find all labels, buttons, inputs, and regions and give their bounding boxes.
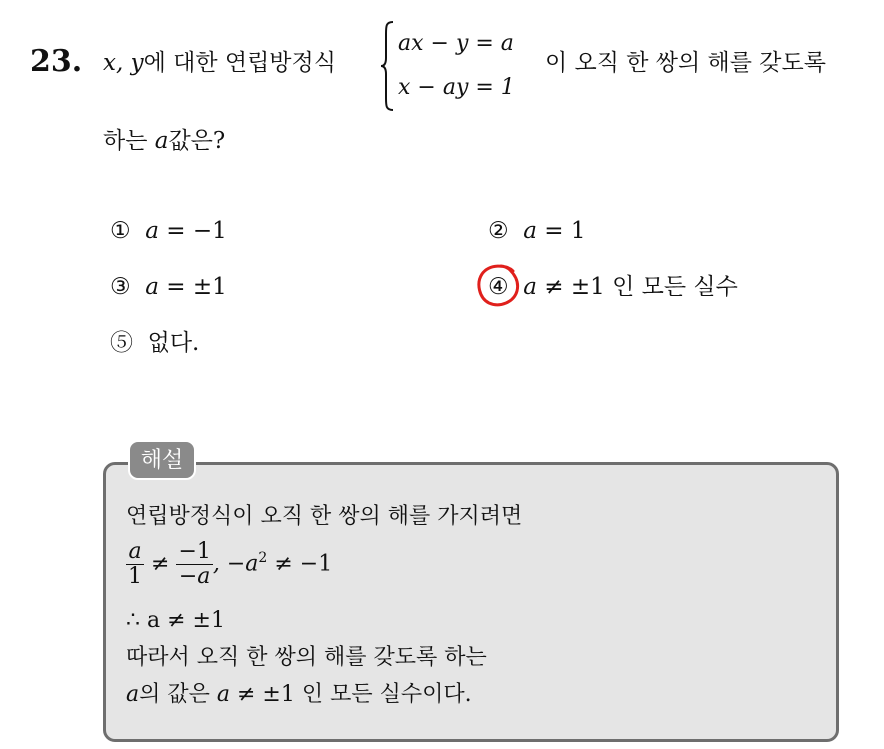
fraction-numerator: −1 (178, 539, 211, 564)
system-equation-1: ax − y = a (398, 31, 514, 56)
choice-1[interactable] (110, 216, 227, 246)
question-line-2-post: 값은? (168, 128, 226, 154)
choice-tail: 인 모든 실수 (612, 274, 738, 300)
choice-marker: ④ (488, 274, 509, 300)
question-number: 23. (30, 44, 83, 79)
explanation-line-5 (126, 680, 472, 710)
answer-circle-mark (475, 262, 521, 308)
line-5-tail: 인 모든 실수이다. (301, 682, 472, 707)
fraction-denominator: 1 (128, 564, 142, 589)
question-line-2-pre: 하는 (103, 128, 155, 154)
choice-marker: ⑤ (110, 330, 133, 356)
choice-marker: ② (488, 218, 509, 244)
explanation-label: 해설 (128, 440, 196, 480)
variable-a: a (216, 682, 230, 707)
question-line-2 (103, 126, 225, 156)
choice-3[interactable] (110, 272, 227, 302)
choice-5[interactable] (110, 328, 199, 358)
choice-value: = 1 (536, 218, 586, 244)
condition-2-right: ≠ −1 (267, 551, 333, 577)
system-brace (380, 20, 394, 112)
fraction-denominator: −a (176, 564, 212, 589)
line-5-value: ≠ ±1 (230, 682, 295, 707)
choice-value: = −1 (158, 218, 227, 244)
explanation-line-4: 따라서 오직 한 쌍의 해를 갖도록 하는 (126, 645, 487, 670)
variable-a: a (126, 682, 140, 707)
choice-variable: a (523, 218, 537, 244)
condition-2-exponent: 2 (258, 550, 268, 567)
question-variables: x, y (103, 50, 144, 76)
fraction-a-over-1 (126, 540, 144, 589)
explanation-line-1: 연립방정식이 오직 한 쌍의 해를 가지려면 (126, 504, 523, 529)
choice-text: 없다. (147, 330, 200, 356)
question-after-system: 이 오직 한 쌍의 해를 갖도록 (545, 50, 826, 76)
question-intro-text: 에 대한 연립방정식 (143, 50, 336, 76)
not-equal-sign: ≠ (151, 551, 170, 577)
system-equation-2: x − ay = 1 (398, 75, 515, 100)
condition-2-left: , −a (212, 551, 259, 577)
explanation-condition (126, 540, 332, 589)
choice-4[interactable] (488, 272, 738, 302)
choice-value: = ±1 (158, 274, 227, 300)
choice-value: ≠ ±1 (536, 274, 605, 300)
choice-marker: ① (110, 218, 131, 244)
fraction-minus1-over-minus-a (176, 540, 212, 589)
choice-2[interactable] (488, 216, 586, 246)
choice-variable: a (523, 274, 537, 300)
choice-variable: a (145, 274, 159, 300)
choice-marker: ③ (110, 274, 131, 300)
question-intro (103, 48, 336, 78)
line-5-mid: 의 값은 (139, 682, 217, 707)
explanation-therefore: ∴ a ≠ ±1 (126, 608, 225, 633)
fraction-numerator: a (128, 539, 142, 564)
choice-variable: a (145, 218, 159, 244)
question-variable-a: a (154, 128, 169, 154)
